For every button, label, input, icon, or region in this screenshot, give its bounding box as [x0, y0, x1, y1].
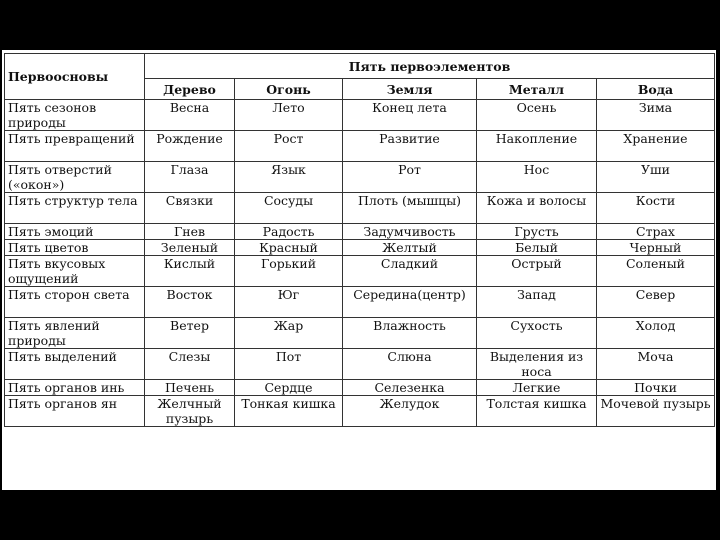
table-row — [5, 256, 715, 287]
table-cell: Толстая кишка — [477, 396, 597, 427]
table-cell: Желтый — [343, 240, 477, 256]
table-cell: Влажность — [343, 318, 477, 349]
table-row — [5, 100, 715, 131]
table-cell: Осень — [477, 100, 597, 131]
table-cell: Весна — [145, 100, 235, 131]
table-cell: Радость — [235, 224, 343, 240]
column-header-metal: Металл — [477, 79, 597, 100]
table-cell: Слезы — [145, 349, 235, 380]
table-row — [5, 396, 715, 427]
row-label: Пять органов инь — [5, 380, 145, 396]
table-cell: Красный — [235, 240, 343, 256]
table-cell: Уши — [597, 162, 715, 193]
table-cell: Белый — [477, 240, 597, 256]
row-label: Пять выделений — [5, 349, 145, 380]
table-cell: Желудок — [343, 396, 477, 427]
table-cell: Восток — [145, 287, 235, 318]
table-cell: Селезенка — [343, 380, 477, 396]
table-cell: Задумчивость — [343, 224, 477, 240]
table-body — [5, 100, 715, 427]
table-cell: Рост — [235, 131, 343, 162]
table-cell: Почки — [597, 380, 715, 396]
table-cell: Рот — [343, 162, 477, 193]
table-cell: Тонкая кишка — [235, 396, 343, 427]
table-cell: Накопление — [477, 131, 597, 162]
table-cell: Гнев — [145, 224, 235, 240]
row-label: Пять эмоций — [5, 224, 145, 240]
table-cell: Середина(центр) — [343, 287, 477, 318]
table-cell: Жар — [235, 318, 343, 349]
table-cell: Страх — [597, 224, 715, 240]
table-cell: Выделения из носа — [477, 349, 597, 380]
column-header-wood: Дерево — [145, 79, 235, 100]
table-cell: Язык — [235, 162, 343, 193]
table-cell: Кости — [597, 193, 715, 224]
table-cell: Рождение — [145, 131, 235, 162]
row-label: Пять явлений природы — [5, 318, 145, 349]
table-row — [5, 224, 715, 240]
table-cell: Кожа и волосы — [477, 193, 597, 224]
table-cell: Кислый — [145, 256, 235, 287]
table-cell: Сладкий — [343, 256, 477, 287]
table-cell: Черный — [597, 240, 715, 256]
table-cell: Лето — [235, 100, 343, 131]
table-cell: Запад — [477, 287, 597, 318]
table-row — [5, 131, 715, 162]
table-cell: Нос — [477, 162, 597, 193]
table-row — [5, 349, 715, 380]
table-cell: Север — [597, 287, 715, 318]
table-cell: Юг — [235, 287, 343, 318]
table-cell: Конец лета — [343, 100, 477, 131]
five-elements-table — [4, 53, 715, 427]
table-cell: Зеленый — [145, 240, 235, 256]
row-label: Пять сезонов природы — [5, 100, 145, 131]
table-cell: Связки — [145, 193, 235, 224]
table-row — [5, 318, 715, 349]
row-label: Пять превращений — [5, 131, 145, 162]
table-cell: Сухость — [477, 318, 597, 349]
corner-header: Первоосновы — [5, 54, 145, 100]
table-cell: Моча — [597, 349, 715, 380]
table-row — [5, 193, 715, 224]
header-row-top — [5, 54, 715, 79]
table-cell: Сосуды — [235, 193, 343, 224]
row-label: Пять органов ян — [5, 396, 145, 427]
table-cell: Желчный пузырь — [145, 396, 235, 427]
row-label: Пять вкусовых ощущений — [5, 256, 145, 287]
table-row — [5, 287, 715, 318]
table-cell: Слюна — [343, 349, 477, 380]
table-cell: Соленый — [597, 256, 715, 287]
table-cell: Холод — [597, 318, 715, 349]
row-label: Пять отверстий («окон») — [5, 162, 145, 193]
group-header: Пять первоэлементов — [145, 54, 715, 79]
table-cell: Легкие — [477, 380, 597, 396]
table-cell: Грусть — [477, 224, 597, 240]
table-cell: Мочевой пузырь — [597, 396, 715, 427]
row-label: Пять структур тела — [5, 193, 145, 224]
table-cell: Горький — [235, 256, 343, 287]
column-header-fire: Огонь — [235, 79, 343, 100]
table-cell: Плоть (мышцы) — [343, 193, 477, 224]
table-cell: Печень — [145, 380, 235, 396]
table-row — [5, 162, 715, 193]
column-header-earth: Земля — [343, 79, 477, 100]
table-cell: Пот — [235, 349, 343, 380]
row-label: Пять сторон света — [5, 287, 145, 318]
table-cell: Острый — [477, 256, 597, 287]
table-cell: Ветер — [145, 318, 235, 349]
table-cell: Сердце — [235, 380, 343, 396]
table-cell: Глаза — [145, 162, 235, 193]
table-cell: Хранение — [597, 131, 715, 162]
document-sheet — [2, 50, 716, 490]
table-cell: Зима — [597, 100, 715, 131]
table-cell: Развитие — [343, 131, 477, 162]
row-label: Пять цветов — [5, 240, 145, 256]
table-row — [5, 240, 715, 256]
table-row — [5, 380, 715, 396]
column-header-water: Вода — [597, 79, 715, 100]
